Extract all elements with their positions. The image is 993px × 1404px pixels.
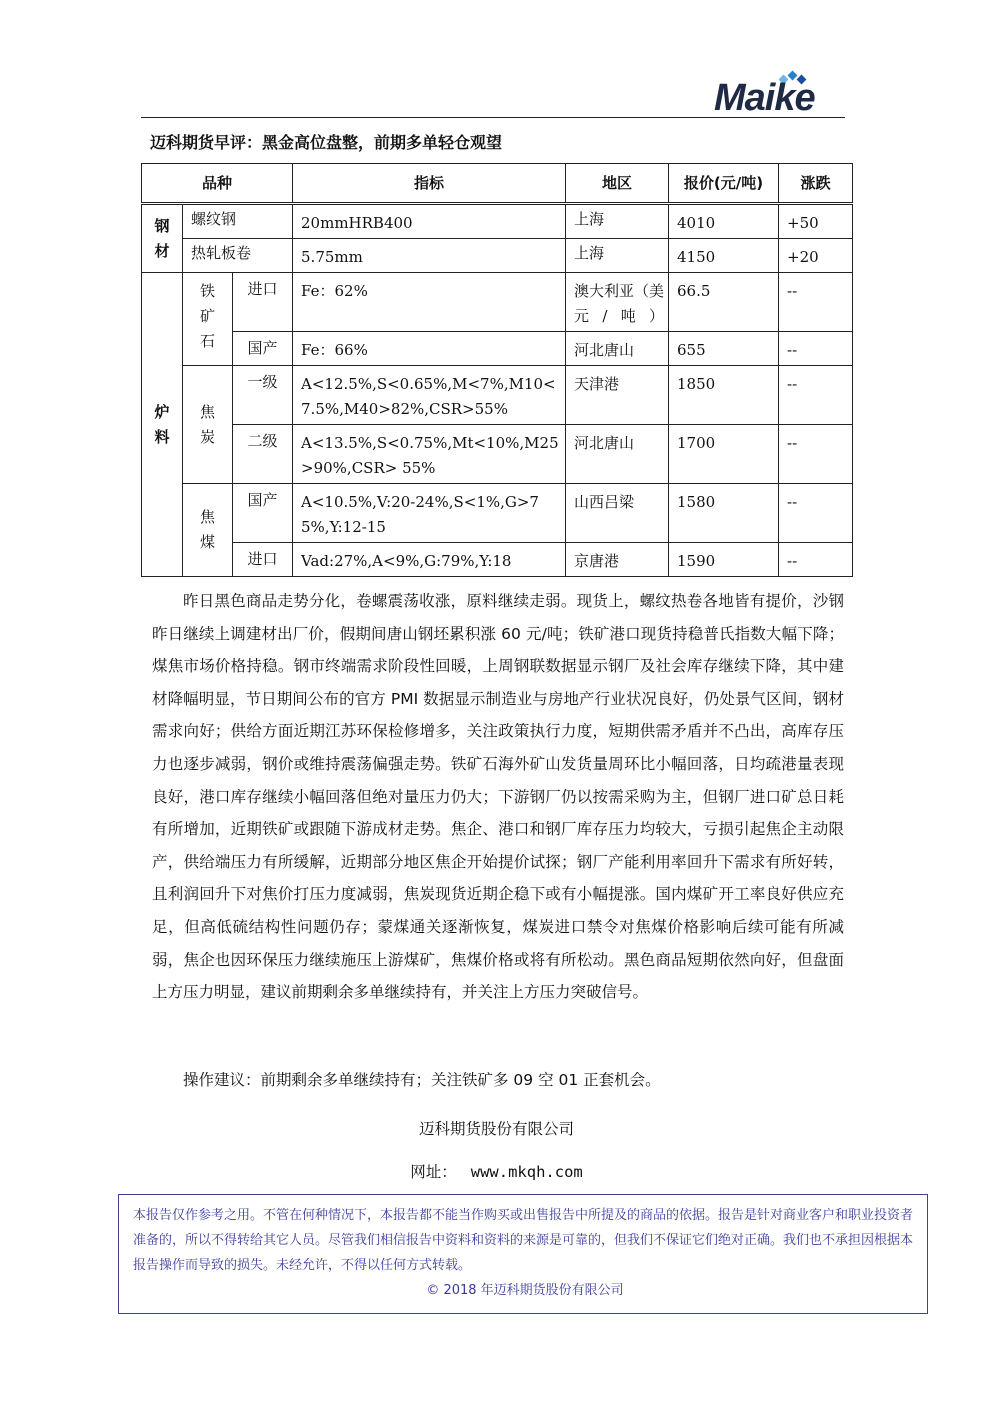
table-header-row <box>142 164 853 204</box>
table-row <box>142 543 853 577</box>
website-label: 网址： <box>410 1163 457 1181</box>
spec-cell: 20mmHRB400 <box>293 204 566 239</box>
copyright-text: © 2018 年迈科期货股份有限公司 <box>426 1283 624 1298</box>
table-row <box>142 332 853 366</box>
price-cell: 66.5 <box>669 273 779 332</box>
region-cell: 上海 <box>566 239 669 273</box>
region-cell: 上海 <box>566 204 669 239</box>
product-coking-coal: 焦煤 <box>183 484 233 577</box>
product-coke: 焦炭 <box>183 366 233 484</box>
product-name: 螺纹钢 <box>183 204 293 239</box>
change-cell: -- <box>779 484 853 543</box>
table-row <box>142 366 853 425</box>
sub-type: 二级 <box>233 425 293 484</box>
region-cell: 京唐港 <box>566 543 669 577</box>
col-header-product: 品种 <box>142 164 293 204</box>
change-cell: +20 <box>779 239 853 273</box>
product-iron-ore: 铁矿石 <box>183 273 233 366</box>
change-cell: -- <box>779 366 853 425</box>
header-rule <box>141 117 845 118</box>
table-row <box>142 239 853 273</box>
spec-cell: Fe：66% <box>293 332 566 366</box>
sub-type: 进口 <box>233 543 293 577</box>
change-cell: -- <box>779 425 853 484</box>
price-cell: 4150 <box>669 239 779 273</box>
region-cell: 天津港 <box>566 366 669 425</box>
spec-cell: Vad:27%,A<9%,G:79%,Y:18 <box>293 543 566 577</box>
table-row <box>142 484 853 543</box>
sub-type: 国产 <box>233 484 293 543</box>
analysis-paragraph: 昨日黑色商品走势分化，卷螺震荡收涨，原料继续走弱。现货上，螺纹热卷各地皆有提价，沙钢昨日继续上调建材出厂价，假期间唐山钢坯累积涨 60 元/吨；铁矿港口现货持稳普氏指数大幅下降；煤焦市场价格持稳。钢市终端需求阶段性回暖，上周钢联数据显示钢厂及社会库存继续下降，其中建材降幅明显，节日期间公布的官方 PMI 数据显示制造业与房地产行业状况良好，仍处景气区间，钢材需求向好；供给方面近期江苏环保检修增多，关注政策执行力度，短期供需矛盾并不凸出，高库存压力也逐步减弱，钢价或维持震荡偏强走势。铁矿石海外矿山发货量周环比小幅回落，日均疏港量表现良好，港口库存继续小幅回落但绝对量压力仍大；下游钢厂仍以按需采购为主，但钢厂进口矿总日耗有所增加，近期铁矿或跟随下游成材走势。焦企、港口和钢厂库存压力均较大，亏损引起焦企主动限产，供给端压力有所缓解，近期部分地区焦企开始提价试探；钢厂产能利用率回升下需求有所好转，且利润回升下对焦价打压力度减弱，焦炭现货近期企稳下或有小幅提涨。国内煤矿开工率良好供应充足，但高低硫结构性问题仍存；蒙煤通关逐渐恢复，煤炭进口禁令对焦煤价格影响后续可能有所减弱，焦企也因环保压力继续施压上游煤矿，焦煤价格或将有所松动。黑色商品短期依然向好，但盘面上方压力明显，建议前期剩余多单继续持有，并关注上方压力突破信号。 <box>152 592 844 1002</box>
change-cell: -- <box>779 543 853 577</box>
product-name: 热轧板卷 <box>183 239 293 273</box>
table-row <box>142 204 853 239</box>
logo-text: Maike <box>714 77 815 119</box>
spec-cell: A<12.5%,S<0.65%,M<7%,M10<7.5%,M40>82%,CSR>55% <box>293 366 566 425</box>
logo <box>712 74 847 118</box>
report-title: 迈科期货早评：黑金高位盘整，前期多单轻仓观望 <box>150 133 503 152</box>
table-row <box>142 273 853 332</box>
price-cell: 1580 <box>669 484 779 543</box>
sub-type: 国产 <box>233 332 293 366</box>
price-cell: 4010 <box>669 204 779 239</box>
col-header-price: 报价(元/吨) <box>669 164 779 204</box>
region-cell: 河北唐山 <box>566 332 669 366</box>
region-cell: 澳大利亚（美元/吨） <box>566 273 669 332</box>
price-cell: 1590 <box>669 543 779 577</box>
category-furnace: 炉料 <box>142 273 183 577</box>
change-cell: -- <box>779 273 853 332</box>
website-url[interactable]: www.mkqh.com <box>470 1163 583 1181</box>
sub-type: 一级 <box>233 366 293 425</box>
col-header-spec: 指标 <box>293 164 566 204</box>
price-cell: 1700 <box>669 425 779 484</box>
spec-cell: Fe：62% <box>293 273 566 332</box>
region-cell: 河北唐山 <box>566 425 669 484</box>
website-line <box>0 1160 993 1184</box>
col-header-region: 地区 <box>566 164 669 204</box>
spec-cell: A<13.5%,S<0.75%,Mt<10%,M25>90%,CSR> 55% <box>293 425 566 484</box>
company-name: 迈科期货股份有限公司 <box>418 1120 574 1138</box>
trading-advice: 操作建议：前期剩余多单继续持有；关注铁矿多 09 空 01 正套机会。 <box>183 1071 661 1089</box>
disclaimer-box <box>118 1194 928 1314</box>
table-row <box>142 425 853 484</box>
price-cell: 655 <box>669 332 779 366</box>
category-steel: 钢材 <box>142 204 183 273</box>
change-cell: +50 <box>779 204 853 239</box>
spec-cell: 5.75mm <box>293 239 566 273</box>
col-header-change: 涨跌 <box>779 164 853 204</box>
price-table <box>141 163 853 577</box>
change-cell: -- <box>779 332 853 366</box>
price-cell: 1850 <box>669 366 779 425</box>
region-cell: 山西吕梁 <box>566 484 669 543</box>
spec-cell: A<10.5%,V:20-24%,S<1%,G>75%,Y:12-15 <box>293 484 566 543</box>
disclaimer-text: 本报告仅作参考之用。不管在何种情况下，本报告都不能当作购买或出售报告中所提及的商品的依据。报告是针对商业客户和职业投资者准备的，所以不得转给其它人员。尽管我们相信报告中资料和资料的来源是可靠的，但我们不保证它们绝对正确。我们也不承担因根据本报告操作而导致的损失。未经允许，不得以任何方式转载。 <box>133 1208 914 1273</box>
sub-type: 进口 <box>233 273 293 332</box>
